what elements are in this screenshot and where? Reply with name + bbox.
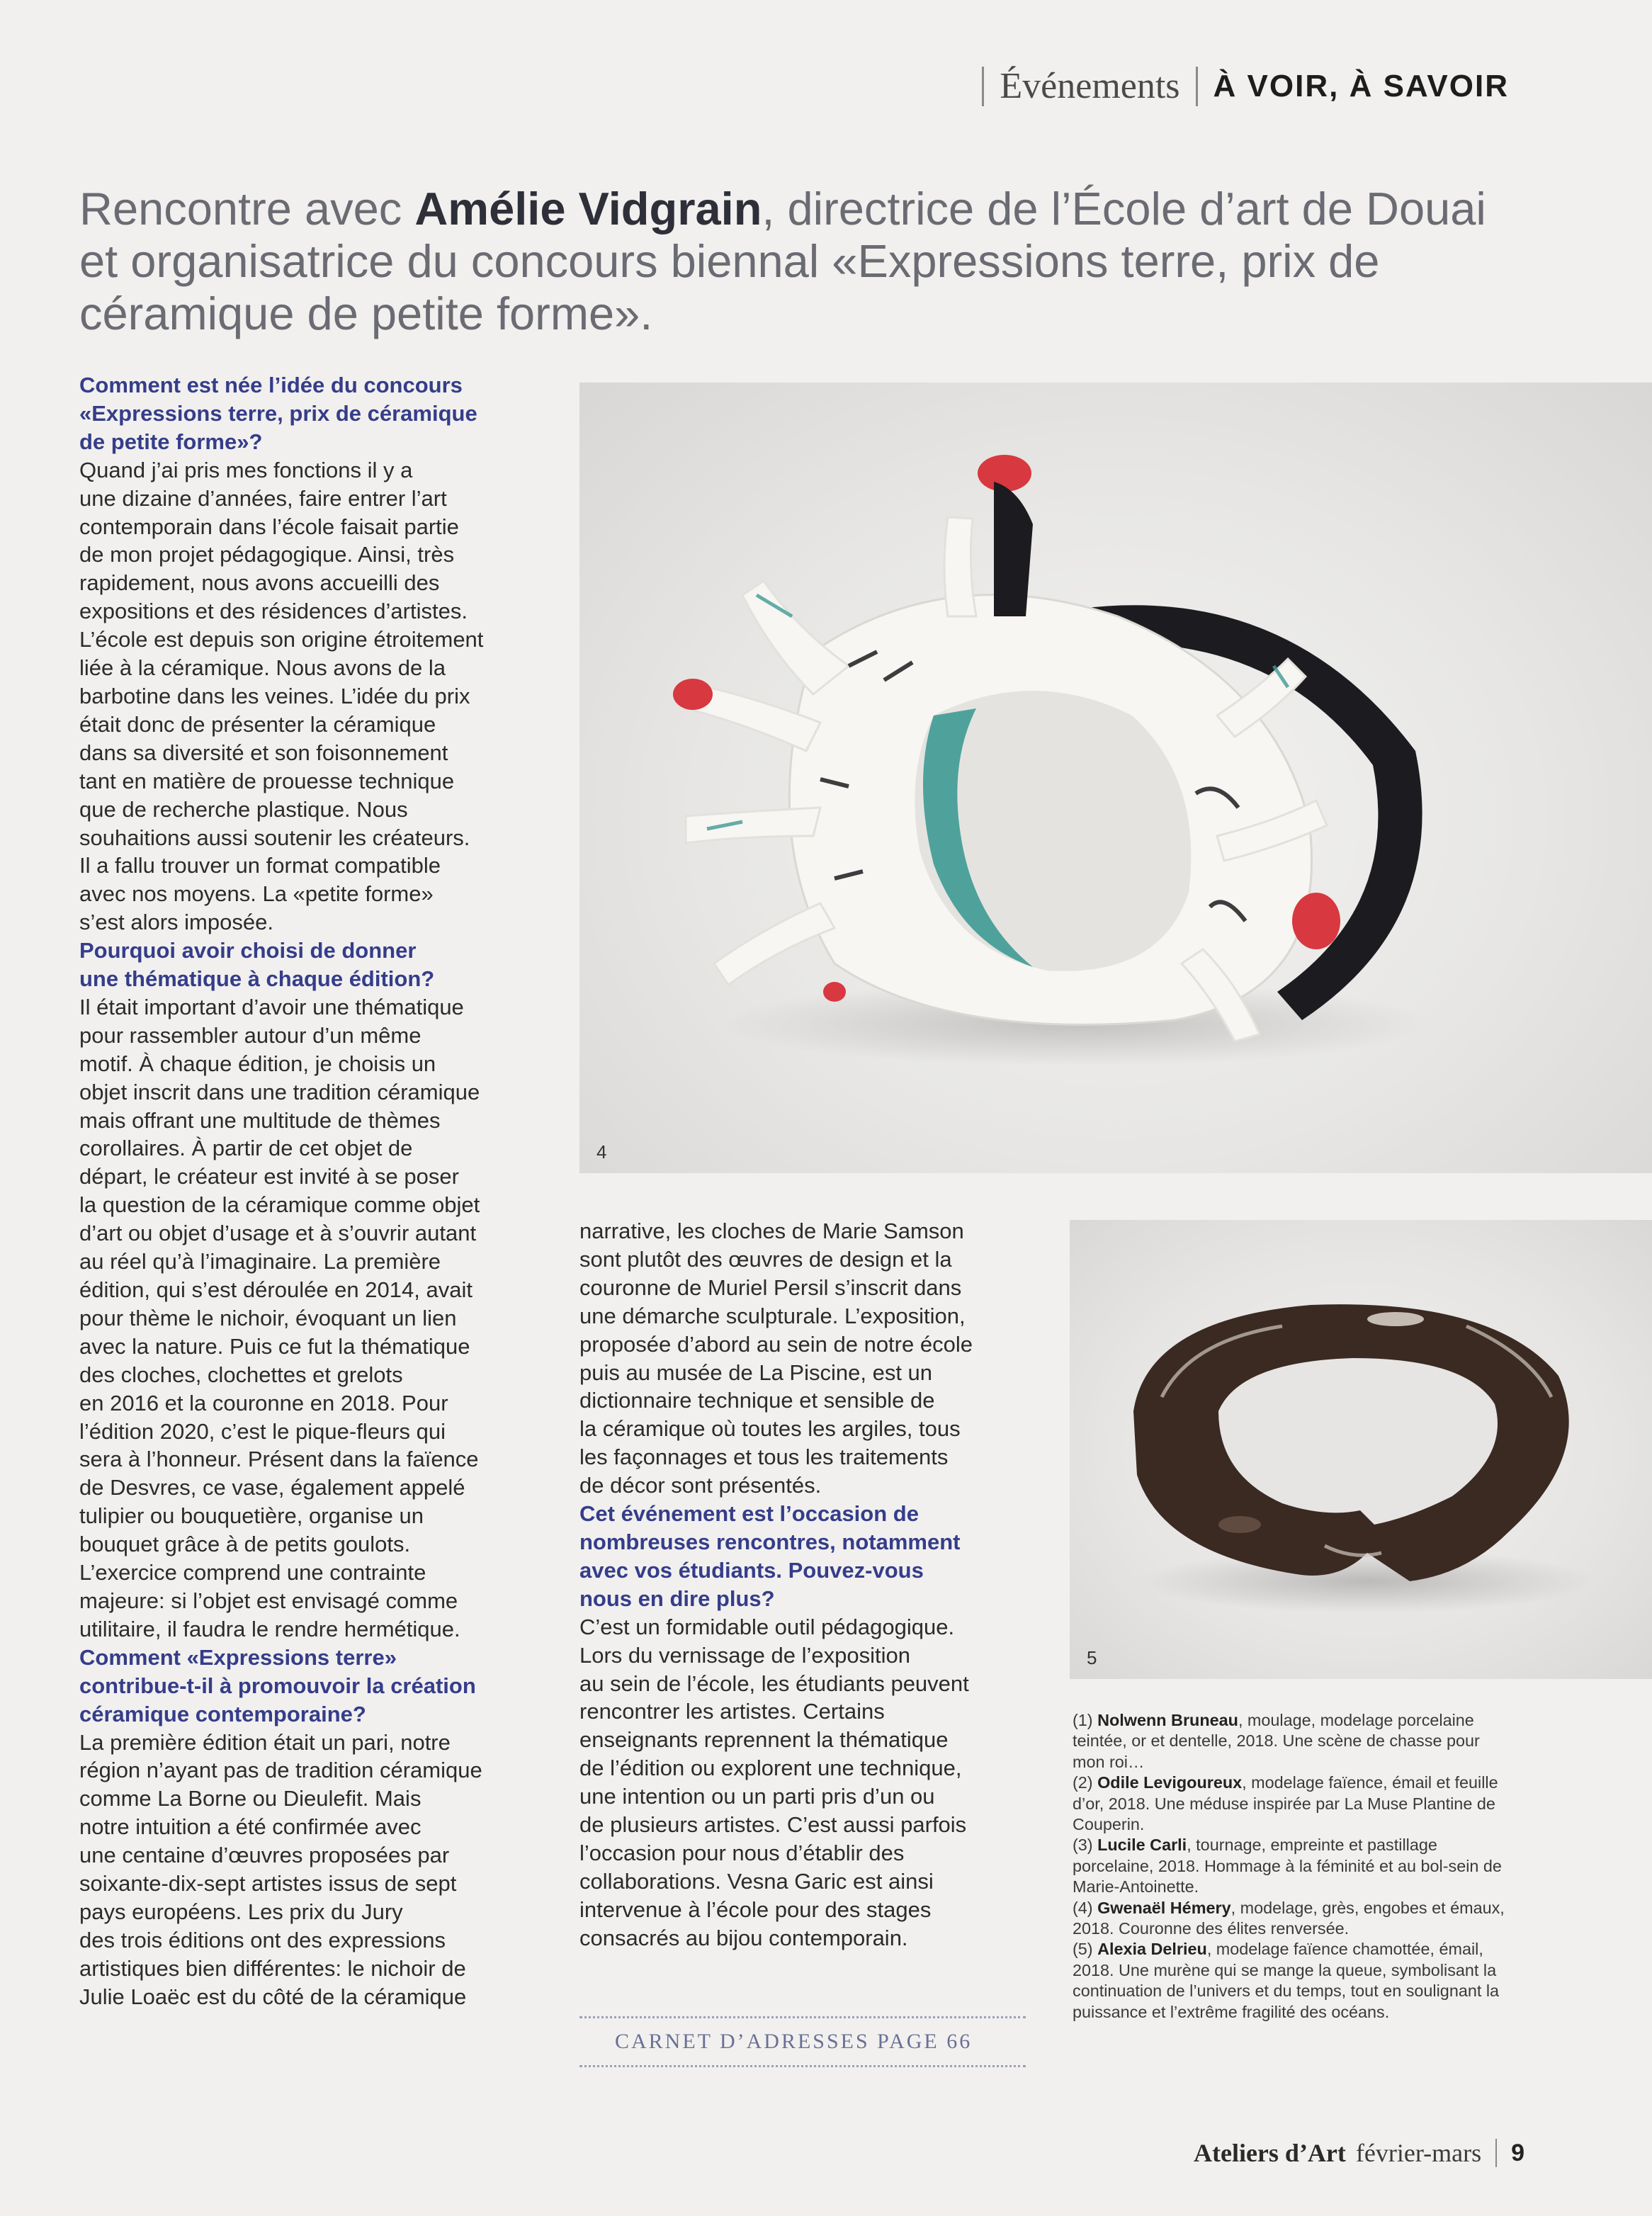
answer-text-line: L’école est depuis son origine étroitement [79,627,484,652]
answer-text-line: tant en matière de prouesse technique [79,768,455,793]
header-divider [1196,67,1198,106]
intro-name: Amélie Vidgrain [414,183,762,234]
page-header [982,65,1509,107]
caption-artist-name: Odile Levigoureux [1097,1773,1243,1792]
answer-text-line: de plusieurs artistes. C’est aussi parfois [579,1812,967,1838]
answer-text-line: pays européens. Les prix du Jury [79,1899,403,1924]
answer-text-line: pour rassembler autour d’un même [79,1022,422,1048]
interview-question-line: une thématique à chaque édition? [79,966,435,992]
caption-number: (2) [1073,1773,1098,1792]
answer-text-line: expositions et des résidences d’artistes. [79,599,468,624]
answer-text-line: au réel qu’à l’imaginaire. La première [79,1249,441,1274]
page-footer [1194,2138,1524,2168]
answer-text-line: couronne de Muriel Persil s’inscrit dans [579,1274,962,1300]
answer-text-line: sont plutôt des œuvres de design et la [579,1246,952,1272]
intro-before: Rencontre avec [79,183,415,234]
answer-text-line: intervenue à l’école pour des stages [579,1896,932,1922]
answer-text-line: Lors du vernissage de l’exposition [579,1642,910,1668]
rubric-label: À VOIR, À SAVOIR [1213,68,1509,103]
interview-question-line: Comment «Expressions terre» [79,1644,397,1670]
caption-entry [1073,1898,1505,1940]
interview-question-line: Pourquoi avoir choisi de donner [79,938,417,963]
answer-text-line: barbotine dans les veines. L’idée du prix [79,683,470,708]
answer-text-line: notre intuition a été confirmée avec [79,1814,422,1840]
photo-captions [1073,1710,1505,2023]
answer-text-line: la céramique où toutes les argiles, tous [579,1416,961,1442]
answer-text-line: au sein de l’école, les étudiants peuvent [579,1671,969,1696]
answer-text-line: Julie Loaëc est du côté de la céramique [79,1984,467,2009]
answer-text-line: s’est alors imposée. [79,910,273,935]
answer-text-line: une dizaine d’années, faire entrer l’art [79,485,447,511]
answer-text-line: artistiques bien différentes: le nichoir de [79,1955,466,1981]
answer-text-line: Il était important d’avoir une thématique [79,994,464,1019]
caption-artist-name: Nolwenn Bruneau [1097,1711,1238,1729]
caption-description: , moulage, modelage porcelaine teintée, or et dentelle, 2018. Une scène de chasse pour mon roi… [1073,1711,1480,1771]
answer-text-line: de décor sont présentés. [579,1473,822,1498]
article-intro [79,183,1524,340]
answer-text-line: région n’ayant pas de tradition céramique [79,1758,482,1783]
answer-text-line: édition, qui s’est déroulée en 2014, avait [79,1277,473,1302]
crown-sculpture-illustration [579,383,1652,1173]
caption-entry [1073,1773,1505,1835]
article-column-1 [79,371,543,2011]
answer-text-line: narrative, les cloches de Marie Samson [579,1219,964,1243]
page-number: 9 [1511,2139,1524,2166]
answer-text-line: dictionnaire technique et sensible de [579,1388,935,1413]
answer-text-line: corollaires. À partir de cet objet de [79,1136,413,1161]
answer-text-line: soixante-dix-sept artistes issus de sept [79,1871,457,1896]
answer-text-line: L’exercice comprend une contrainte [79,1560,426,1585]
answer-text-line: une intention ou un parti pris d’un ou [579,1784,935,1809]
caption-description: , modelage, grès, engobes et émaux, 2018. Couronne des élites renversée. [1073,1898,1505,1938]
caption-artist-name: Lucile Carli [1097,1836,1187,1855]
caption-number: (3) [1073,1836,1098,1855]
section-label: Événements [1000,66,1180,106]
photo-crown-sculpture [579,383,1652,1173]
answer-text-line: une centaine d’œuvres proposées par [79,1843,450,1868]
answer-text-line: l’occasion pour nous d’établir des [579,1840,905,1865]
answer-text-line: La première édition était un pari, notre [79,1729,451,1755]
interview-question-line: Cet événement est l’occasion de [579,1501,919,1527]
answer-text-line: consacrés au bijou contemporain. [579,1925,908,1950]
answer-text-line: liée à la céramique. Nous avons de la [79,655,446,681]
caption-entry [1073,1835,1505,1897]
answer-text-line: était donc de présenter la céramique [79,711,436,737]
interview-question-line: nombreuses rencontres, notamment [579,1529,961,1554]
answer-text-line: motif. À chaque édition, je choisis un [79,1051,436,1076]
answer-text-line: des trois éditions ont des expressions [79,1927,446,1952]
photo-5-number: 5 [1087,1647,1097,1668]
answer-text-line: une démarche sculpturale. L’exposition, [579,1303,966,1328]
answer-text-line: collaborations. Vesna Garic est ainsi [579,1868,934,1894]
answer-text-line: rapidement, nous avons accueilli des [79,570,440,596]
intro-after: , directrice de l’École d’art de Douai et organisatrice du concours biennal «Expressions terre, prix de céramique de petite forme». [79,183,1486,339]
caption-number: (1) [1073,1711,1098,1729]
caption-number: (5) [1073,1940,1098,1959]
answer-text-line: utilitaire, il faudra le rendre hermétique. [79,1616,460,1641]
caption-entry [1073,1710,1505,1773]
caption-description: , modelage faïence, émail et feuille d’or, 2018. Une méduse inspirée par La Muse Plantine de Couperin. [1073,1773,1498,1834]
answer-text-line: départ, le créateur est invité à se poser [79,1164,459,1189]
interview-question-line: avec vos étudiants. Pouvez-vous [579,1557,924,1583]
interview-question-line: contribue-t-il à promouvoir la création [79,1673,476,1698]
answer-text-line: de mon projet pédagogique. Ainsi, très [79,542,455,567]
answer-text-line: dans sa diversité et son foisonnement [79,740,448,765]
dotted-rule-bottom [579,2065,1026,2067]
answer-text-line: en 2016 et la couronne en 2018. Pour [79,1390,448,1415]
answer-text-line: sera à l’honneur. Présent dans la faïence [79,1447,479,1472]
address-book-reference [579,2016,1026,2067]
answer-text-line: tulipier ou bouquetière, organise un [79,1503,424,1529]
answer-text-line: bouquet grâce à de petits goulots. [79,1532,411,1557]
answer-text-line: de l’édition ou explorent une technique, [579,1756,962,1781]
answer-text-line: d’art ou objet d’usage et à s’ouvrir autant [79,1221,477,1246]
answer-text-line: souhaitions aussi soutenir les créateurs. [79,825,470,850]
answer-text-line: l’édition 2020, c’est le pique-fleurs qui [79,1418,446,1444]
caption-number: (4) [1073,1898,1098,1917]
answer-text-line: majeure: si l’objet est envisagé comme [79,1588,458,1613]
interview-question-line: «Expressions terre, prix de céramique [79,400,477,426]
article-column-2 [579,1217,1017,1952]
caption-artist-name: Alexia Delrieu [1097,1940,1207,1959]
answer-text-line: avec la nature. Puis ce fut la thématique [79,1333,470,1359]
answer-text-line: objet inscrit dans une tradition céramique [79,1079,480,1104]
interview-question-line: de petite forme»? [79,429,263,454]
answer-text-line: des cloches, clochettes et grelots [79,1362,403,1387]
answer-text-line: pour thème le nichoir, évoquant un lien [79,1305,457,1330]
answer-text-line: avec nos moyens. La «petite forme» [79,881,434,907]
interview-question-line: céramique contemporaine? [79,1701,366,1726]
answer-text-line: contemporain dans l’école faisait partie [79,514,459,539]
footer-divider [1495,2139,1497,2167]
caption-description: , modelage faïence chamottée, émail, 2018. Une murène qui se mange la queue, symbolisant la continuation de l’univers et du temps, tout en soulignant la puissance et l’extrême fragilité des océans. [1073,1940,1500,2021]
address-book-label: CARNET D’ADRESSES PAGE 66 [615,2030,973,2053]
answer-text-line: enseignants reprennent la thématique [579,1727,949,1753]
caption-entry [1073,1939,1505,2023]
answer-text-line: la question de la céramique comme objet [79,1192,480,1218]
eel-ring-illustration [1070,1220,1652,1679]
answer-text-line: Quand j’ai pris mes fonctions il y a [79,457,413,482]
photo-eel-ring-sculpture [1070,1220,1652,1679]
header-divider [982,67,984,106]
answer-text-line: Il a fallu trouver un format compatible [79,853,441,878]
answer-text-line: mais offrant une multitude de thèmes [79,1107,441,1133]
magazine-name: Ateliers d’Art [1193,2139,1346,2167]
answer-text-line: que de recherche plastique. Nous [79,796,408,822]
interview-question-line: Comment est née l’idée du concours [79,373,463,397]
caption-description: , tournage, empreinte et pastillage porcelaine, 2018. Hommage à la féminité et au bol-sein de Marie-Antoinette. [1073,1836,1502,1896]
answer-text-line: C’est un formidable outil pédagogique. [579,1614,955,1639]
photo-4-number: 4 [596,1141,607,1163]
answer-text-line: de Desvres, ce vase, également appelé [79,1475,465,1500]
issue-label: février-mars [1355,2139,1482,2167]
answer-text-line: proposée d’abord au sein de notre école [579,1331,973,1357]
interview-question-line: nous en dire plus? [579,1585,775,1611]
answer-text-line: rencontrer les artistes. Certains [579,1699,885,1724]
answer-text-line: les façonnages et tous les traitements [579,1445,949,1470]
caption-artist-name: Gwenaël Hémery [1097,1898,1231,1917]
answer-text-line: comme La Borne ou Dieulefit. Mais [79,1786,422,1811]
answer-text-line: puis au musée de La Piscine, est un [579,1359,933,1385]
